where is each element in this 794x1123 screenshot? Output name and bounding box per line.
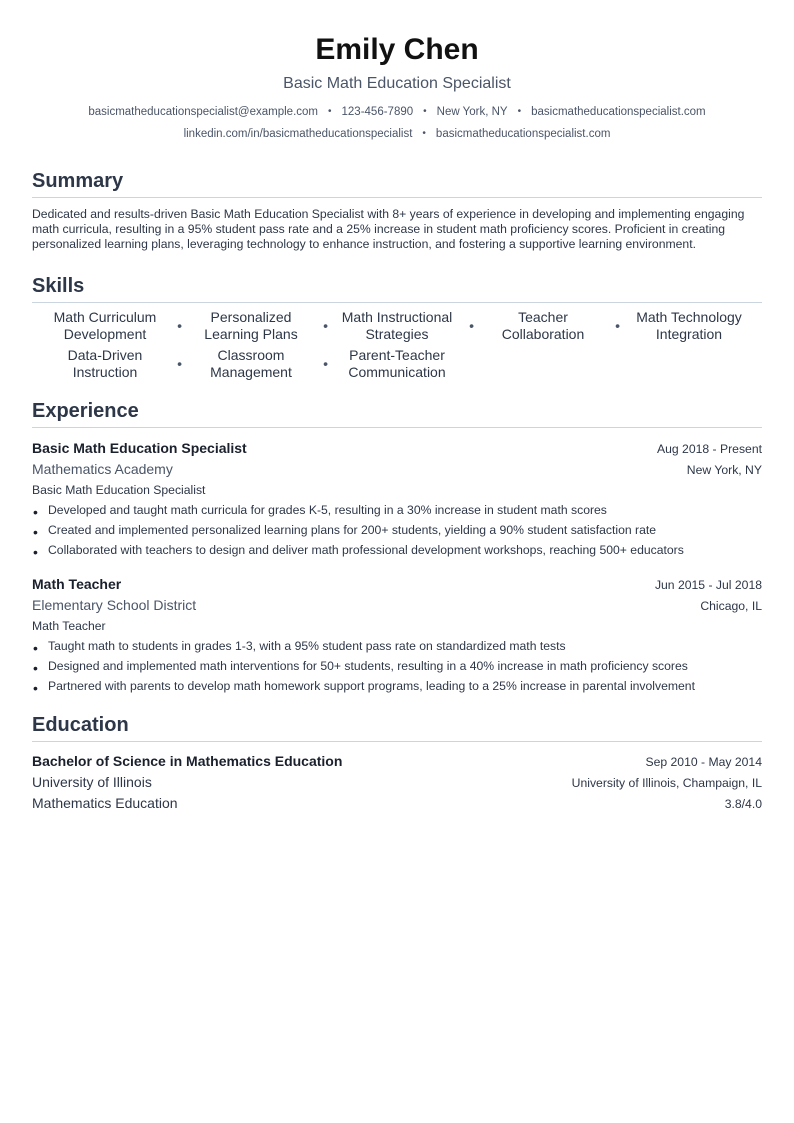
- job-location: New York, NY: [686, 463, 762, 477]
- candidate-name: Emily Chen: [315, 33, 479, 66]
- job-company-row: [32, 459, 762, 481]
- education-gpa: 3.8/4.0: [724, 797, 762, 811]
- job-title: Basic Math Education Specialist: [32, 440, 247, 456]
- skill-item: Personalized Learning Plans •: [178, 309, 324, 343]
- job-dates: Aug 2018 - Present: [656, 442, 762, 456]
- job-bullet: • Collaborated with teachers to design and deliver math professional development workshops, reaching 500+ educators: [32, 540, 762, 560]
- summary-heading: Summary: [32, 169, 762, 198]
- contact-separator: •: [423, 106, 427, 117]
- contact-location: New York, NY: [436, 106, 508, 118]
- education-entry: [32, 751, 762, 814]
- job-role: Basic Math Education Specialist: [32, 483, 206, 497]
- job-dates: Jun 2015 - Jul 2018: [654, 578, 762, 592]
- contact-linkedin[interactable]: linkedin.com/in/basicmatheducationspecialist: [183, 128, 413, 140]
- skill-item: Math Technology Integration: [636, 309, 742, 342]
- education-school-row: [32, 772, 762, 793]
- job-bullet: • Developed and taught math curricula for grades K-5, resulting in a 30% increase in student math scores: [32, 500, 762, 520]
- education-school: University of Illinois: [32, 774, 152, 790]
- education-field: Mathematics Education: [32, 795, 178, 811]
- job-location: Chicago, IL: [700, 599, 762, 613]
- contact-email[interactable]: basicmatheducationspecialist@example.com: [88, 106, 318, 118]
- summary-text: Dedicated and results-driven Basic Math Education Specialist with 8+ years of experience in developing and implementing engaging math curricula, resulting in a 95% student pass rate and a 25% increase in student math proficiency scores. Proficient in creating personalized learning plans, leveraging technology to enhance instruction, and fostering a supportive learning environment.: [32, 207, 745, 251]
- skill-item: Math Instructional Strategies •: [324, 309, 470, 343]
- contact-website[interactable]: basicmatheducationspecialist.com: [531, 106, 706, 118]
- education-dates: Sep 2010 - May 2014: [645, 755, 762, 769]
- contact-line-2: [32, 125, 762, 143]
- candidate-title: Basic Math Education Specialist: [283, 75, 511, 92]
- job-bullet: • Created and implemented personalized learning plans for 200+ students, yielding a 90% student satisfaction rate: [32, 520, 762, 540]
- job-role: Math Teacher: [32, 619, 106, 633]
- job-company: Elementary School District: [32, 597, 197, 613]
- job-entry: [32, 438, 762, 560]
- summary-section: [32, 169, 762, 252]
- experience-heading: Experience: [32, 399, 762, 428]
- contact-separator: •: [328, 106, 332, 117]
- skill-item: Teacher Collaboration •: [470, 309, 616, 343]
- job-entry: [32, 574, 762, 696]
- job-company: Mathematics Academy: [32, 461, 173, 477]
- skill-item: Data-Driven Instruction •: [32, 347, 178, 381]
- job-title: Math Teacher: [32, 576, 122, 592]
- skill-item: Classroom Management •: [178, 347, 324, 381]
- skill-item: Parent-Teacher Communication: [348, 347, 446, 380]
- job-bullet: • Taught math to students in grades 1-3, with a 95% student pass rate on standardized math tests: [32, 636, 762, 656]
- job-header-row: [32, 574, 762, 595]
- education-field-row: [32, 793, 762, 814]
- job-bullets: [32, 500, 762, 560]
- job-bullet: • Designed and implemented math interventions for 50+ students, resulting in a 40% increase in math proficiency scores: [32, 656, 762, 676]
- job-header-row: [32, 438, 762, 459]
- contact-separator: •: [422, 128, 426, 139]
- experience-section: [32, 399, 762, 696]
- education-degree: Bachelor of Science in Mathematics Education: [32, 753, 343, 769]
- contact-phone[interactable]: 123-456-7890: [341, 106, 414, 118]
- education-school-location: University of Illinois, Champaign, IL: [571, 776, 762, 790]
- skills-heading: Skills: [32, 274, 762, 303]
- contact-separator: •: [517, 106, 522, 117]
- skill-item: Math Curriculum Development •: [32, 309, 178, 343]
- resume-header: [32, 0, 762, 143]
- education-section: [32, 713, 762, 814]
- skills-section: [32, 274, 762, 381]
- education-degree-row: [32, 751, 762, 772]
- contact-website-secondary[interactable]: basicmatheducationspecialist.com: [435, 128, 611, 140]
- job-bullet: • Partnered with parents to develop math homework support programs, leading to a 25% increase in parental involvement: [32, 676, 762, 696]
- skills-grid: [32, 309, 762, 381]
- job-bullets: [32, 636, 762, 696]
- job-company-row: [32, 595, 762, 617]
- education-heading: Education: [32, 713, 762, 742]
- contact-line-1: [32, 103, 762, 121]
